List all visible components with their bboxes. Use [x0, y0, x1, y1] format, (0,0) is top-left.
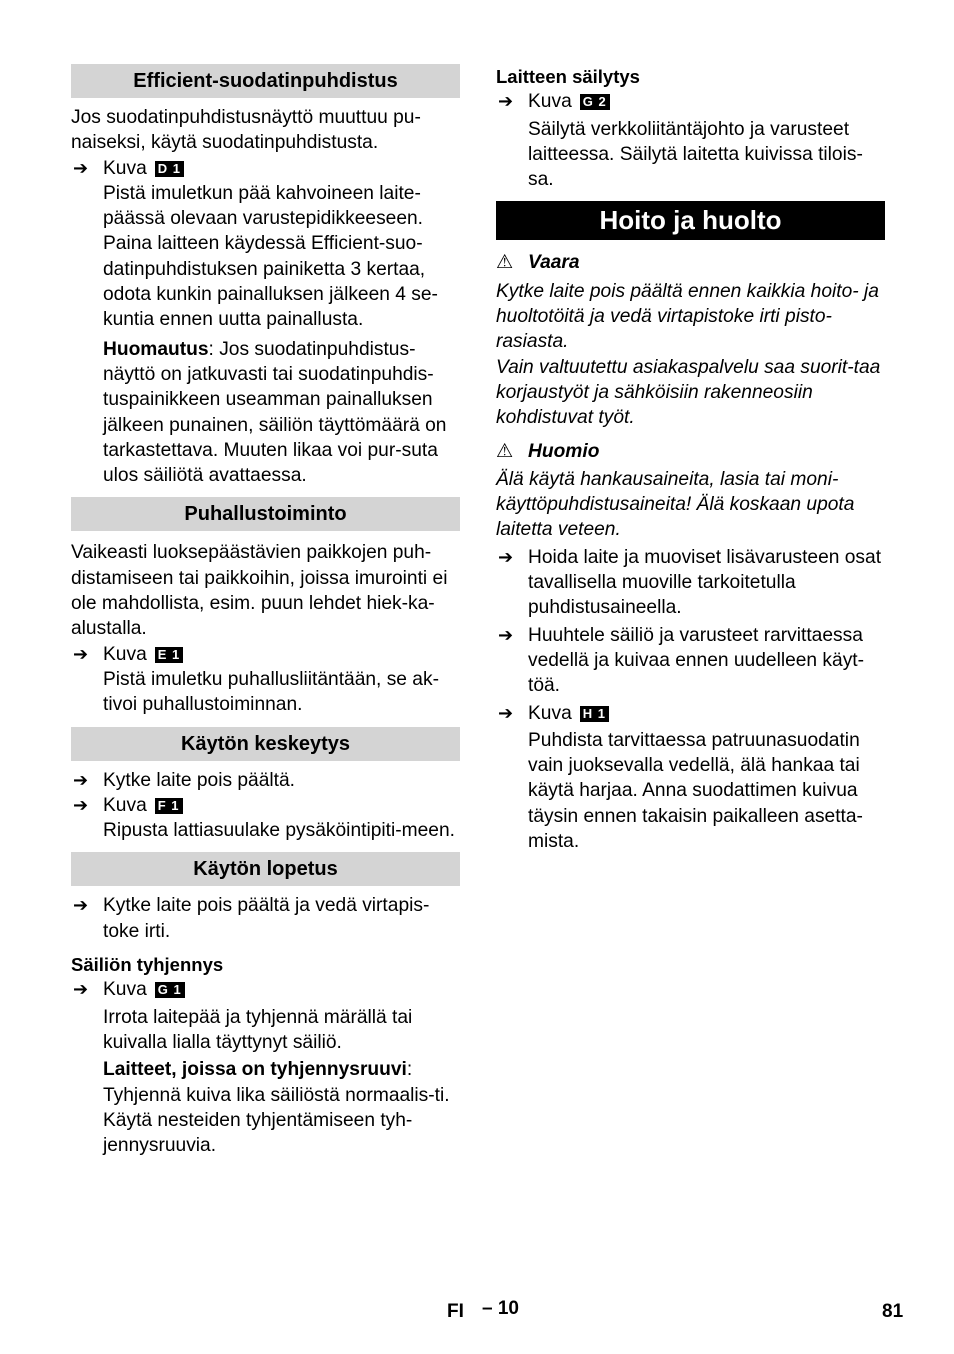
- section-heading-stop: Käytön lopetus: [71, 852, 460, 886]
- figure-badge: D 1: [155, 161, 184, 177]
- footer-page-number: 81: [882, 1301, 904, 1322]
- paragraph: Jos suodatinpuhdistusnäyttö muuttuu pu-naiseksi, käytä suodatinpuhdistusta.: [71, 107, 421, 154]
- note-label: Huomautus: [103, 338, 209, 360]
- section-heading-blow: Puhallustoiminto: [71, 497, 460, 531]
- figure-reference: ➔ Kuva G 2: [496, 89, 885, 114]
- arrow-right-icon: ➔: [73, 794, 89, 815]
- paragraph: Pistä imuletku puhallusliitäntään, se ak-tivoi puhallustoiminnan.: [103, 668, 439, 716]
- bullet-item: ➔ Huuhtele säiliö ja varusteet rarvittaessa vedellä ja kuivaa ennen uudelleen käyt-töä.: [498, 624, 865, 697]
- figure-reference: ➔ Kuva H 1: [496, 701, 885, 726]
- warning-triangle-icon: ⚠: [496, 440, 514, 462]
- figure-badge: G 1: [155, 982, 185, 998]
- main-heading-maintenance: Hoito ja huolto: [496, 201, 885, 240]
- figure-badge: F 1: [155, 798, 183, 814]
- bullet-item: ➔ Kytke laite pois päältä.: [71, 768, 460, 793]
- warning-text: Kytke laite pois päältä ennen kaikkia hoito- ja huoltotöitä ja vedä virtapistoke irti pisto-rasiasta.: [496, 280, 879, 353]
- paragraph: Puhdista tarvittaessa patruunasuodatin vain juoksevalla vedellä, älä hankaa tai käytä harjaa. Anna suodattimen kuivua täysin ennen takaisin paikalleen asetta-mista.: [528, 729, 863, 853]
- bullet-item: ➔ Hoida laite ja muoviset lisävarusteen osat tavallisella muoville tarkoitetulla puhdistusaineella.: [498, 546, 882, 619]
- figure-badge: H 1: [580, 706, 609, 722]
- caution-heading: ⚠ Huomio: [496, 439, 885, 464]
- footer-local-page: – 10: [482, 1298, 519, 1319]
- paragraph: Irrota laitepää ja tyhjennä märällä tai kuivalla lialla täyttynyt säiliö.: [103, 1006, 413, 1053]
- paragraph: Ripusta lattiasuulake pysäköintipiti-meen.: [103, 820, 455, 842]
- paragraph: Laitteet, joissa on tyhjennysruuvi: Tyhjennä kuiva lika säiliöstä normaalis-ti. Käytä nesteiden tyhjentämiseen tyh-jennysruuvia.: [103, 1059, 450, 1157]
- warning-heading: ⚠ Vaara: [496, 250, 885, 275]
- bullet-item: ➔ Kytke laite pois päältä ja vedä virtapis-toke irti.: [73, 895, 430, 942]
- section-heading-efficient: Efficient-suodatinpuhdistus: [71, 64, 460, 98]
- figure-reference: ➔ Kuva D 1: [71, 156, 460, 181]
- arrow-right-icon: ➔: [498, 702, 514, 723]
- arrow-right-icon: ➔: [498, 546, 514, 567]
- paragraph: Säilytä verkkoliitäntäjohto ja varusteet laitteessa. Säilytä laitetta kuivissa tilois-sa.: [528, 118, 863, 191]
- arrow-right-icon: ➔: [73, 769, 89, 790]
- figure-reference: ➔ Kuva F 1: [71, 793, 460, 818]
- figure-reference: ➔ Kuva E 1: [71, 642, 460, 667]
- arrow-right-icon: ➔: [73, 895, 89, 916]
- figure-reference: ➔ Kuva G 1: [71, 977, 460, 1002]
- arrow-right-icon: ➔: [498, 91, 514, 112]
- arrow-right-icon: ➔: [73, 157, 89, 178]
- arrow-right-icon: ➔: [73, 979, 89, 1000]
- figure-badge: E 1: [155, 647, 184, 663]
- bold-label: Laitteet, joissa on tyhjennysruuvi: [103, 1059, 407, 1081]
- section-heading-pause: Käytön keskeytys: [71, 727, 460, 761]
- subheading-tank-emptying: Säiliön tyhjennys: [71, 954, 224, 976]
- paragraph: Vaikeasti luoksepäästävien paikkojen puh-distamiseen tai paikkoihin, joissa imurointi ei ole mahdollista, esim. puun lehdet hiek-ka-alustalla.: [71, 542, 448, 640]
- figure-badge: G 2: [580, 94, 610, 110]
- right-column: [496, 64, 885, 854]
- paragraph: Pistä imuletkun pää kahvoineen laite-päässä olevaan varustepidikkeeseen. Paina laitteen käydessä Efficient-suo-datinpuhdistuksen painiketta 3 kertaa, odota kunkin painalluksen jälkeen 4 se-kuntia ennen uutta painallusta.: [103, 182, 438, 331]
- arrow-right-icon: ➔: [498, 624, 514, 645]
- note-paragraph: Huomautus: Jos suodatinpuhdistus-näyttö on jatkuvasti tai suodatinpuhdis-tuspainikkeen useamman painalluksen jälkeen punainen, säiliön täyttömäärä on tarkastettava. Muuten likaa voi pur-suta ulos säiliötä avattaessa.: [103, 338, 447, 487]
- warning-triangle-icon: ⚠: [496, 252, 514, 274]
- caution-text: Älä käytä hankausaineita, lasia tai moni-käyttöpuhdistusaineita! Älä koskaan upota laitetta veteen.: [496, 468, 855, 541]
- left-column: [71, 64, 460, 1158]
- footer-language: FI: [447, 1301, 464, 1322]
- subheading-storage: Laitteen säilytys: [496, 66, 640, 87]
- arrow-right-icon: ➔: [73, 643, 89, 664]
- warning-text: Vain valtuutettu asiakaspalvelu saa suorit-taa korjaustyöt ja sähköisiin rakenneosiin kohdistuvat työt.: [496, 356, 881, 429]
